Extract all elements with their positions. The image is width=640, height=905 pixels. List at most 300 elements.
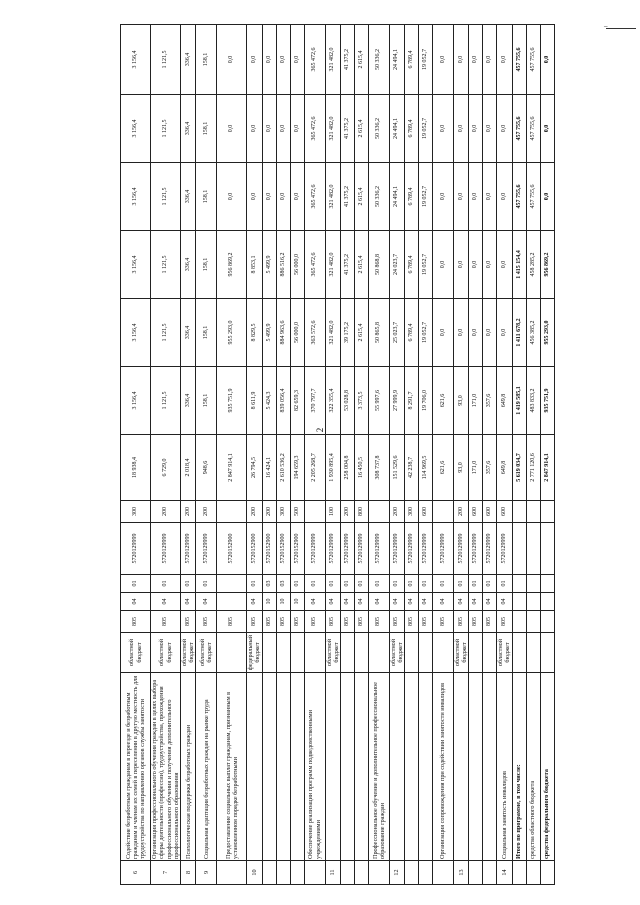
amount-year-6: 0,0: [497, 25, 512, 95]
funding-source: областной бюджет: [325, 633, 340, 673]
amount-total: 194 659,3: [290, 435, 304, 501]
row-number: 12: [389, 861, 404, 885]
code-target-article: 5720152900: [247, 523, 262, 575]
amount-year-1: 336,4: [181, 367, 196, 435]
amount-year-1: 158,1: [196, 367, 217, 435]
amount-year-2: 336,4: [181, 299, 196, 367]
code-expense-type: [512, 501, 526, 523]
table-row: [497, 25, 512, 885]
code-section: 04: [405, 593, 419, 611]
amount-year-6: 336,4: [181, 25, 196, 95]
amount-year-6: 50 336,2: [368, 25, 389, 95]
amount-year-2: 0,0: [469, 299, 483, 367]
code-expense-type: 200: [389, 501, 404, 523]
code-target-article: 5720129999: [454, 523, 469, 575]
code-target-article: 5720129999: [121, 523, 151, 575]
activity-name: Организация профессионального обучения граждан в целях выбора сферы деятельности (профессии), трудоустройства, прохождения профессионального обучения и получения дополнительного профессионального образования: [151, 673, 181, 861]
amount-year-2: 0,0: [433, 299, 454, 367]
activity-name: [340, 673, 354, 861]
amount-year-5: 0,0: [483, 95, 497, 163]
funding-source: [354, 633, 368, 673]
table-row: [368, 25, 389, 885]
row-number: [469, 861, 483, 885]
code-expense-type: [433, 501, 454, 523]
code-expense-type: 200: [181, 501, 196, 523]
amount-year-5: 19 052,7: [419, 95, 433, 163]
code-target-article: 5720129999: [196, 523, 217, 575]
activity-name: [262, 673, 276, 861]
code-target-article: 5720129999: [325, 523, 340, 575]
code-target-article: 5720129999: [354, 523, 368, 575]
amount-total: 171,0: [469, 435, 483, 501]
code-subsection: [217, 575, 247, 593]
table-row: [405, 25, 419, 885]
code-section: 04: [151, 593, 181, 611]
amount-year-3: 365 472,6: [304, 231, 325, 299]
amount-year-2: 884 963,6: [276, 299, 290, 367]
page-number: 2: [315, 427, 325, 433]
table-row: [354, 25, 368, 885]
amount-year-5: 0,0: [497, 95, 512, 163]
amount-year-1: 5 424,3: [262, 367, 276, 435]
amount-year-4: 0,0: [469, 163, 483, 231]
amount-year-6: 0,0: [247, 25, 262, 95]
code-subsection: 01: [368, 575, 389, 593]
amount-year-6: 24 494,1: [389, 25, 404, 95]
amount-year-3: 5 499,9: [262, 231, 276, 299]
amount-year-5: 50 336,2: [368, 95, 389, 163]
amount-year-1: 621,6: [433, 367, 454, 435]
amount-year-6: 3 156,4: [121, 25, 151, 95]
amount-year-5: 2 615,4: [354, 95, 368, 163]
code-grbs: 805: [368, 611, 389, 633]
amount-year-3: 1 121,5: [151, 231, 181, 299]
amount-year-3: 0,0: [483, 231, 497, 299]
funding-source: областной бюджет: [497, 633, 512, 673]
code-grbs: 805: [217, 611, 247, 633]
code-subsection: 01: [497, 575, 512, 593]
code-grbs: 805: [389, 611, 404, 633]
amount-year-1: 3 373,5: [354, 367, 368, 435]
code-grbs: 805: [304, 611, 325, 633]
amount-year-6: 0,0: [290, 25, 304, 95]
amount-year-6: 0,0: [433, 25, 454, 95]
amount-year-5: 24 494,1: [389, 95, 404, 163]
activity-name: Итого по программе, в том числе:: [512, 673, 526, 861]
amount-year-5: 336,4: [181, 95, 196, 163]
amount-year-3: 2 615,4: [354, 231, 368, 299]
amount-year-1: 1 419 585,1: [512, 367, 526, 435]
amount-year-6: 1 121,5: [151, 25, 181, 95]
code-grbs: 805: [262, 611, 276, 633]
code-grbs: [512, 611, 526, 633]
amount-year-1: 8 291,7: [405, 367, 419, 435]
amount-year-5: 365 472,6: [304, 95, 325, 163]
amount-total: 308 737,8: [368, 435, 389, 501]
amount-total: 2 771 120,6: [526, 435, 540, 501]
amount-total: 2 205 268,7: [304, 435, 325, 501]
amount-year-2: 0,0: [483, 299, 497, 367]
activity-name: [325, 673, 340, 861]
code-section: 04: [454, 593, 469, 611]
code-expense-type: [304, 501, 325, 523]
code-subsection: 01: [325, 575, 340, 593]
table-row: [540, 25, 554, 885]
code-expense-type: [540, 501, 554, 523]
code-target-article: 5720129999: [469, 523, 483, 575]
table-row: [469, 25, 483, 885]
amount-year-1: 357,6: [483, 367, 497, 435]
code-expense-type: 600: [469, 501, 483, 523]
row-number: [483, 861, 497, 885]
amount-year-1: 649,8: [497, 367, 512, 435]
amount-total: 2 610 536,2: [276, 435, 290, 501]
amount-year-4: 0,0: [540, 163, 554, 231]
code-grbs: [540, 611, 554, 633]
code-subsection: 01: [483, 575, 497, 593]
code-grbs: 805: [354, 611, 368, 633]
code-grbs: [526, 611, 540, 633]
funding-source: [419, 633, 433, 673]
activity-name: Содействие безработным гражданам в переезде и безработным гражданам и членам их семей в переселении в другую местность для трудоустройства по направлению органов службы занятости: [121, 673, 151, 861]
code-target-article: 5720129999: [433, 523, 454, 575]
table-row: [247, 25, 262, 885]
amount-year-5: 0,0: [433, 95, 454, 163]
amount-year-1: 171,0: [469, 367, 483, 435]
code-grbs: 805: [181, 611, 196, 633]
code-expense-type: 200: [247, 501, 262, 523]
code-subsection: 01: [405, 575, 419, 593]
code-subsection: 01: [340, 575, 354, 593]
amount-year-4: 457 755,6: [512, 163, 526, 231]
activity-name: [389, 673, 404, 861]
code-grbs: 805: [276, 611, 290, 633]
table-row: [483, 25, 497, 885]
amount-total: 6 729,0: [151, 435, 181, 501]
amount-total: 2 847 914,1: [540, 435, 554, 501]
amount-year-1: 1 121,5: [151, 367, 181, 435]
code-section: 04: [325, 593, 340, 611]
code-subsection: [526, 575, 540, 593]
amount-year-4: 24 494,1: [389, 163, 404, 231]
code-expense-type: 300: [405, 501, 419, 523]
amount-year-2: 6 789,4: [405, 299, 419, 367]
amount-year-4: 457 755,6: [526, 163, 540, 231]
funding-source: [483, 633, 497, 673]
amount-year-1: 935 751,9: [540, 367, 554, 435]
funding-source: [469, 633, 483, 673]
code-section: 04: [247, 593, 262, 611]
code-subsection: 01: [433, 575, 454, 593]
amount-year-4: 19 052,7: [419, 163, 433, 231]
table-row: [181, 25, 196, 885]
amount-year-4: 0,0: [262, 163, 276, 231]
amount-year-3: 8 853,1: [247, 231, 262, 299]
table-row: [196, 25, 217, 885]
code-subsection: 01: [290, 575, 304, 593]
row-number: [217, 861, 247, 885]
amount-year-4: 3 156,4: [121, 163, 151, 231]
amount-year-1: 27 999,9: [389, 367, 404, 435]
amount-year-3: 50 868,8: [368, 231, 389, 299]
amount-year-2: 3 156,4: [121, 299, 151, 367]
activity-name: [247, 673, 262, 861]
code-section: [526, 593, 540, 611]
code-section: 10: [290, 593, 304, 611]
amount-total: 16 450,5: [354, 435, 368, 501]
amount-year-3: 956 869,2: [217, 231, 247, 299]
amount-year-2: 19 052,7: [419, 299, 433, 367]
code-grbs: 805: [454, 611, 469, 633]
table-row: [512, 25, 526, 885]
amount-year-3: 0,0: [469, 231, 483, 299]
amount-year-6: 0,0: [483, 25, 497, 95]
activity-name: Организация сопровождения при содействии занятости инвалидов: [433, 673, 454, 861]
row-number: [526, 861, 540, 885]
funding-source: [262, 633, 276, 673]
code-target-article: 5720129999: [497, 523, 512, 575]
amount-total: 258 004,8: [340, 435, 354, 501]
code-subsection: [540, 575, 554, 593]
amount-year-3: 336,4: [181, 231, 196, 299]
amount-year-5: 0,0: [262, 95, 276, 163]
amount-year-4: 158,1: [196, 163, 217, 231]
amount-year-6: 158,1: [196, 25, 217, 95]
amount-total: 151 529,6: [389, 435, 404, 501]
amount-year-5: 0,0: [217, 95, 247, 163]
code-grbs: 805: [290, 611, 304, 633]
code-grbs: 805: [121, 611, 151, 633]
code-section: 04: [304, 593, 325, 611]
amount-total: 93,0: [454, 435, 469, 501]
funding-source: федеральный бюджет: [247, 633, 262, 673]
code-section: 04: [389, 593, 404, 611]
row-number: [354, 861, 368, 885]
amount-year-4: 0,0: [497, 163, 512, 231]
funding-source: [368, 633, 389, 673]
code-expense-type: 300: [121, 501, 151, 523]
amount-year-5: 457 755,6: [512, 95, 526, 163]
code-subsection: 01: [181, 575, 196, 593]
amount-year-5: 0,0: [290, 95, 304, 163]
amount-year-1: 483 833,2: [526, 367, 540, 435]
funding-source: [340, 633, 354, 673]
table-row: [276, 25, 290, 885]
amount-year-4: 6 789,4: [405, 163, 419, 231]
code-section: 10: [262, 593, 276, 611]
amount-year-4: 0,0: [290, 163, 304, 231]
amount-year-5: 0,0: [247, 95, 262, 163]
table-row: [262, 25, 276, 885]
table-row: [290, 25, 304, 885]
code-grbs: 805: [405, 611, 419, 633]
amount-year-1: 8 611,9: [247, 367, 262, 435]
amount-year-1: 839 056,4: [276, 367, 290, 435]
table-row: [217, 25, 247, 885]
activity-name: [276, 673, 290, 861]
code-grbs: 805: [196, 611, 217, 633]
code-section: 04: [368, 593, 389, 611]
amount-year-3: 1 415 154,4: [512, 231, 526, 299]
code-expense-type: 200: [262, 501, 276, 523]
amount-year-6: 19 052,7: [419, 25, 433, 95]
row-number: [290, 861, 304, 885]
amount-total: 42 238,7: [405, 435, 419, 501]
amount-year-4: 336,4: [181, 163, 196, 231]
amount-year-1: 935 751,9: [217, 367, 247, 435]
code-subsection: 01: [196, 575, 217, 593]
code-expense-type: 300: [276, 501, 290, 523]
funding-source: [433, 633, 454, 673]
amount-year-1: 55 997,6: [368, 367, 389, 435]
activity-name: средства федерального бюджета: [540, 673, 554, 861]
code-grbs: 805: [151, 611, 181, 633]
amount-year-6: 0,0: [276, 25, 290, 95]
amount-year-5: 0,0: [540, 95, 554, 163]
amount-year-5: 457 755,6: [526, 95, 540, 163]
amount-year-1: 322 355,4: [325, 367, 340, 435]
code-section: [512, 593, 526, 611]
activity-name: Социальная адаптация безработных граждан на рынке труда: [196, 673, 217, 861]
amount-year-1: 3 156,4: [121, 367, 151, 435]
code-grbs: 805: [340, 611, 354, 633]
amount-year-5: 1 121,5: [151, 95, 181, 163]
budget-table-body: [121, 25, 555, 885]
amount-year-2: 1 121,5: [151, 299, 181, 367]
amount-year-2: 158,1: [196, 299, 217, 367]
code-grbs: 805: [469, 611, 483, 633]
row-number: 9: [196, 861, 217, 885]
code-expense-type: 500: [290, 501, 304, 523]
code-expense-type: 600: [497, 501, 512, 523]
amount-year-5: 3 156,4: [121, 95, 151, 163]
table-row: [433, 25, 454, 885]
funding-source: областной бюджет: [196, 633, 217, 673]
row-number: 7: [151, 861, 181, 885]
table-row: [454, 25, 469, 885]
amount-year-2: 1 411 678,2: [512, 299, 526, 367]
activity-name: Обеспечение реализации программ подведомственными учреждениями: [304, 673, 325, 861]
code-expense-type: 200: [196, 501, 217, 523]
amount-year-4: 41 375,2: [340, 163, 354, 231]
code-section: 04: [354, 593, 368, 611]
code-target-article: 5720129999: [405, 523, 419, 575]
code-target-article: 5720129999: [483, 523, 497, 575]
table-row: [419, 25, 433, 885]
code-subsection: 01: [354, 575, 368, 593]
code-subsection: 01: [151, 575, 181, 593]
row-number: [419, 861, 433, 885]
row-number: 10: [247, 861, 262, 885]
amount-year-4: 0,0: [433, 163, 454, 231]
funding-source: [526, 633, 540, 673]
amount-year-6: 0,0: [540, 25, 554, 95]
table-row: [304, 25, 325, 885]
funding-source: [217, 633, 247, 673]
amount-year-6: 0,0: [469, 25, 483, 95]
amount-year-3: 0,0: [454, 231, 469, 299]
row-number: 6: [121, 861, 151, 885]
amount-year-3: 458 285,2: [526, 231, 540, 299]
amount-year-6: 0,0: [262, 25, 276, 95]
code-target-article: 5720152900: [290, 523, 304, 575]
amount-year-5: 158,1: [196, 95, 217, 163]
amount-year-1: 82 659,3: [290, 367, 304, 435]
amount-total: 114 969,5: [419, 435, 433, 501]
row-number: [340, 861, 354, 885]
activity-name: Профессиональное обучение и дополнительное профессиональное образование граждан: [368, 673, 389, 861]
code-expense-type: 200: [454, 501, 469, 523]
amount-year-5: 0,0: [454, 95, 469, 163]
table-row: [526, 25, 540, 885]
code-expense-type: 200: [151, 501, 181, 523]
amount-year-2: 39 175,2: [340, 299, 354, 367]
code-subsection: 03: [262, 575, 276, 593]
amount-year-5: 6 789,4: [405, 95, 419, 163]
row-number: 13: [454, 861, 469, 885]
amount-year-5: 41 375,2: [340, 95, 354, 163]
code-subsection: 01: [454, 575, 469, 593]
amount-year-4: 0,0: [483, 163, 497, 231]
funding-source: областной бюджет: [151, 633, 181, 673]
row-number: 14: [497, 861, 512, 885]
amount-total: 26 794,5: [247, 435, 262, 501]
amount-year-2: 56 000,0: [290, 299, 304, 367]
amount-year-4: 0,0: [217, 163, 247, 231]
code-section: 04: [497, 593, 512, 611]
funding-source: областной бюджет: [389, 633, 404, 673]
code-subsection: [512, 575, 526, 593]
code-target-article: 5720129999: [304, 523, 325, 575]
table-row: [389, 25, 404, 885]
row-number: [512, 861, 526, 885]
amount-year-4: 1 121,5: [151, 163, 181, 231]
amount-year-4: 2 615,4: [354, 163, 368, 231]
amount-year-1: 19 706,0: [419, 367, 433, 435]
code-expense-type: [368, 501, 389, 523]
funding-source: [405, 633, 419, 673]
amount-year-5: 0,0: [469, 95, 483, 163]
code-expense-type: 600: [483, 501, 497, 523]
table-row: [340, 25, 354, 885]
amount-total: 5 619 034,7: [512, 435, 526, 501]
code-expense-type: [526, 501, 540, 523]
amount-total: 357,6: [483, 435, 497, 501]
activity-name: [483, 673, 497, 861]
amount-year-4: 50 336,2: [368, 163, 389, 231]
amount-year-6: 2 615,4: [354, 25, 368, 95]
code-subsection: 01: [419, 575, 433, 593]
code-target-article: 5720129999: [340, 523, 354, 575]
funding-source: [290, 633, 304, 673]
code-expense-type: 800: [354, 501, 368, 523]
amount-year-6: 321 482,0: [325, 25, 340, 95]
amount-year-4: 0,0: [247, 163, 262, 231]
code-grbs: 805: [483, 611, 497, 633]
code-section: 04: [433, 593, 454, 611]
table-row: [121, 25, 151, 885]
amount-year-2: 321 482,0: [325, 299, 340, 367]
amount-year-2: 0,0: [454, 299, 469, 367]
code-target-article: 5720129999: [419, 523, 433, 575]
amount-total: 16 424,1: [262, 435, 276, 501]
code-target-article: [540, 523, 554, 575]
row-number: [276, 861, 290, 885]
code-section: [540, 593, 554, 611]
code-subsection: 01: [304, 575, 325, 593]
amount-year-4: 0,0: [276, 163, 290, 231]
activity-name: [454, 673, 469, 861]
